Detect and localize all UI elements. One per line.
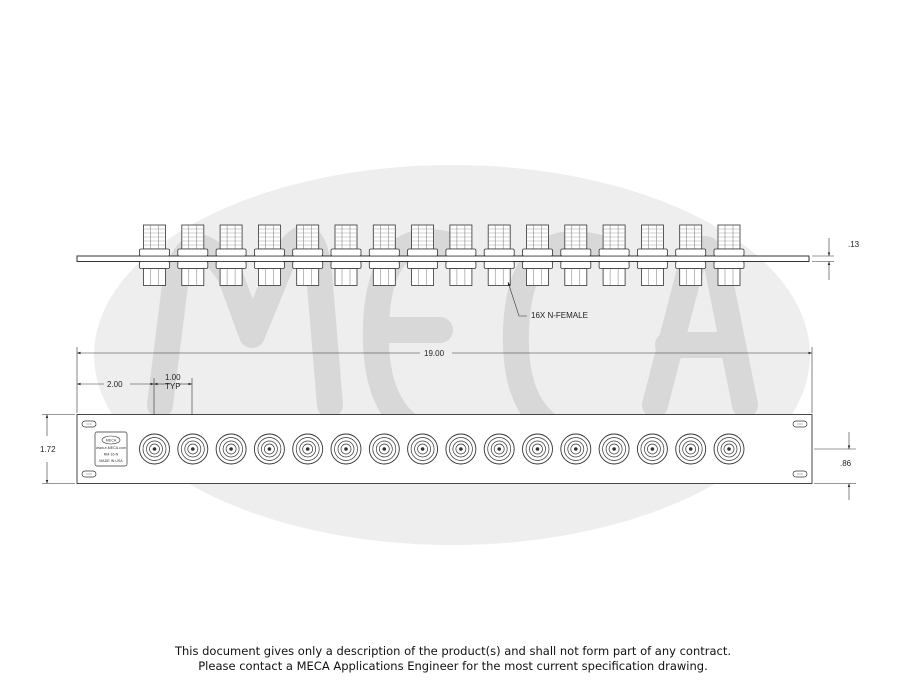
offset-dim-text: 2.00 xyxy=(107,380,123,389)
disclaimer xyxy=(0,644,906,674)
front-connector xyxy=(369,434,399,464)
thickness-dim-text: .13 xyxy=(848,240,860,249)
side-connector xyxy=(446,225,476,286)
mounting-slot-bottom-left xyxy=(82,471,96,477)
callout-text: 16X N-FEMALE xyxy=(531,311,588,320)
side-connector xyxy=(178,225,208,286)
side-connector xyxy=(523,225,553,286)
front-connector xyxy=(523,434,553,464)
front-connector xyxy=(331,434,361,464)
front-connector xyxy=(140,434,170,464)
label-origin-text: MADE IN USA xyxy=(99,459,123,463)
label-url-text: www.e-MECA.com xyxy=(96,446,126,450)
side-connector xyxy=(140,225,170,286)
side-connector xyxy=(293,225,323,286)
front-connector xyxy=(599,434,629,464)
front-view xyxy=(77,415,812,484)
label-plate xyxy=(95,432,127,466)
panel-side-edge xyxy=(77,256,809,262)
front-connector xyxy=(254,434,284,464)
center-dim-text: .86 xyxy=(840,459,852,468)
front-connector xyxy=(676,434,706,464)
side-connector xyxy=(254,225,284,286)
label-model-text: RM-16-N xyxy=(103,452,119,457)
front-connector xyxy=(561,434,591,464)
side-connector xyxy=(599,225,629,286)
disclaimer-line-2: Please contact a MECA Applications Engineer for the most current specification drawing. xyxy=(198,659,708,673)
side-connector xyxy=(561,225,591,286)
side-connector xyxy=(216,225,246,286)
pitch-note-text: TYP xyxy=(165,382,181,391)
front-connector xyxy=(216,434,246,464)
front-connector xyxy=(714,434,744,464)
front-connector xyxy=(293,434,323,464)
side-connector xyxy=(484,225,514,286)
mounting-slot-top-right xyxy=(793,421,807,427)
side-connector xyxy=(331,225,361,286)
side-connector xyxy=(369,225,399,286)
mounting-slot-top-left xyxy=(82,421,96,427)
front-connector xyxy=(178,434,208,464)
side-connector xyxy=(408,225,438,286)
width-dim-text: 19.00 xyxy=(424,349,445,358)
front-connector xyxy=(637,434,667,464)
meca-watermark xyxy=(94,165,810,545)
height-dim-text: 1.72 xyxy=(40,445,56,454)
front-connector xyxy=(446,434,476,464)
side-connector xyxy=(714,225,744,286)
disclaimer-line-1: This document gives only a description of the product(s) and shall not form part of any contract. xyxy=(174,644,732,658)
side-connector xyxy=(637,225,667,286)
label-logo-text: MECA xyxy=(105,438,117,443)
front-connector xyxy=(484,434,514,464)
mounting-slot-bottom-right xyxy=(793,471,807,477)
pitch-dim-text: 1.00 xyxy=(165,373,181,382)
side-connector xyxy=(676,225,706,286)
front-connector xyxy=(408,434,438,464)
